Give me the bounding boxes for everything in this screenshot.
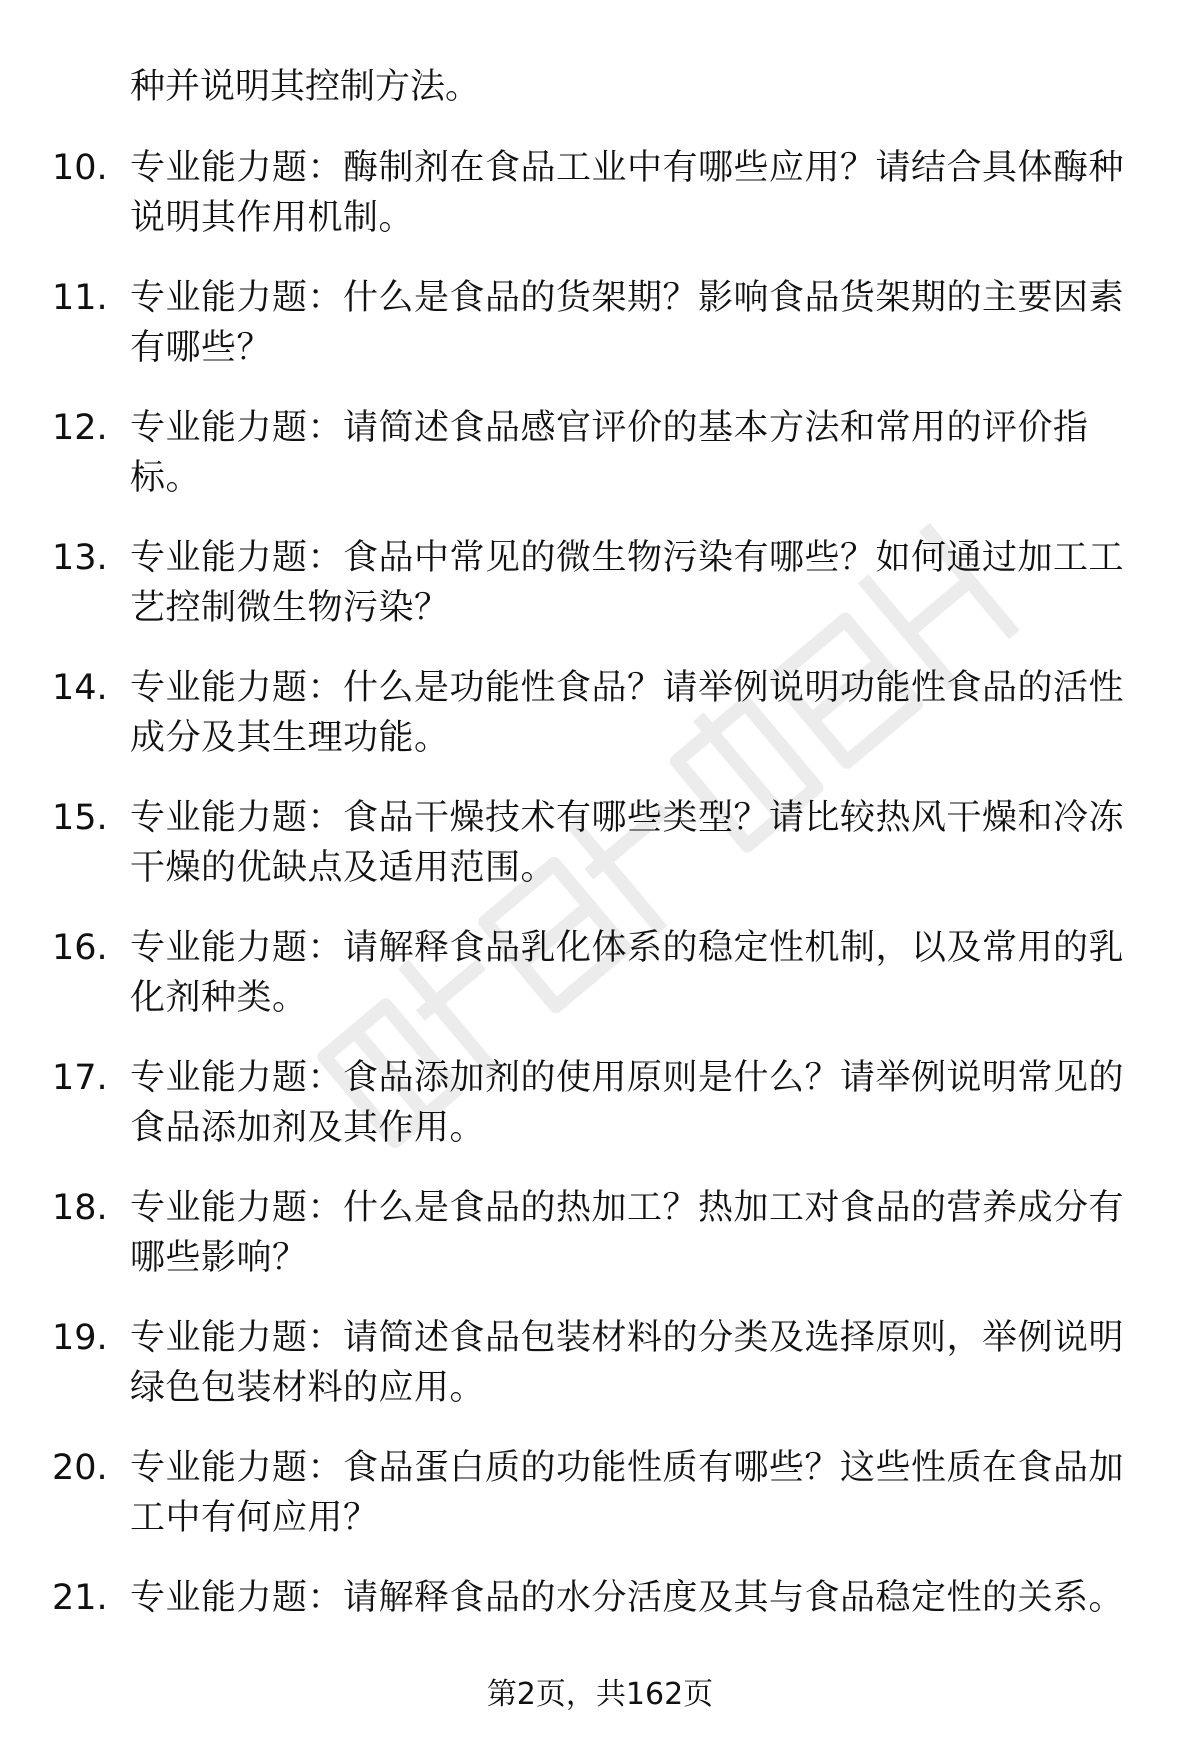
question-number: 20.	[52, 1448, 108, 1488]
question-text: 专业能力题：什么是功能性食品？请举例说明功能性食品的活性成分及其生理功能。	[130, 668, 1125, 758]
question-item	[0, 273, 1200, 403]
question-text: 专业能力题：食品添加剂的使用原则是什么？请举例说明常见的食品添加剂及其作用。	[130, 1058, 1125, 1148]
question-item	[0, 403, 1200, 533]
question-text: 专业能力题：食品中常见的微生物污染有哪些？如何通过加工工艺控制微生物污染？	[130, 538, 1125, 628]
question-item	[0, 1313, 1200, 1443]
question-number: 17.	[52, 1058, 108, 1098]
question-number: 18.	[52, 1188, 108, 1228]
question-number: 12.	[52, 408, 108, 448]
continuation-text: 种并说明其控制方法。	[130, 67, 481, 107]
question-text: 专业能力题：请简述食品包装材料的分类及选择原则，举例说明绿色包装材料的应用。	[130, 1318, 1125, 1408]
question-text: 专业能力题：请简述食品感官评价的基本方法和常用的评价指标。	[130, 408, 1089, 498]
question-text: 专业能力题：请解释食品乳化体系的稳定性机制，以及常用的乳化剂种类。	[130, 928, 1125, 1018]
page-footer: 第2页，共162页	[486, 1677, 714, 1712]
question-text: 专业能力题：食品蛋白质的功能性质有哪些？这些性质在食品加工中有何应用？	[130, 1448, 1125, 1538]
question-item	[0, 923, 1200, 1053]
question-number: 14.	[52, 668, 108, 708]
question-number: 15.	[52, 798, 108, 838]
question-number: 10.	[52, 148, 108, 188]
question-number: 16.	[52, 928, 108, 968]
question-item	[0, 793, 1200, 923]
question-text: 专业能力题：什么是食品的热加工？热加工对食品的营养成分有哪些影响？	[130, 1188, 1125, 1278]
question-text: 专业能力题：什么是食品的货架期？影响食品货架期的主要因素有哪些？	[130, 278, 1125, 368]
question-item	[0, 1053, 1200, 1183]
question-number: 21.	[52, 1578, 108, 1618]
question-item	[0, 663, 1200, 793]
question-list	[0, 143, 1200, 1703]
question-number: 13.	[52, 538, 108, 578]
question-item	[0, 533, 1200, 663]
question-text: 专业能力题：酶制剂在食品工业中有哪些应用？请结合具体酶种说明其作用机制。	[130, 148, 1125, 238]
question-item	[0, 143, 1200, 273]
question-item	[0, 1183, 1200, 1313]
question-text: 专业能力题：食品干燥技术有哪些类型？请比较热风干燥和冷冻干燥的优缺点及适用范围。	[130, 798, 1125, 888]
question-number: 11.	[52, 278, 108, 318]
question-item	[0, 1443, 1200, 1573]
question-number: 19.	[52, 1318, 108, 1358]
question-text: 专业能力题：请解释食品的水分活度及其与食品稳定性的关系。	[130, 1578, 1125, 1618]
